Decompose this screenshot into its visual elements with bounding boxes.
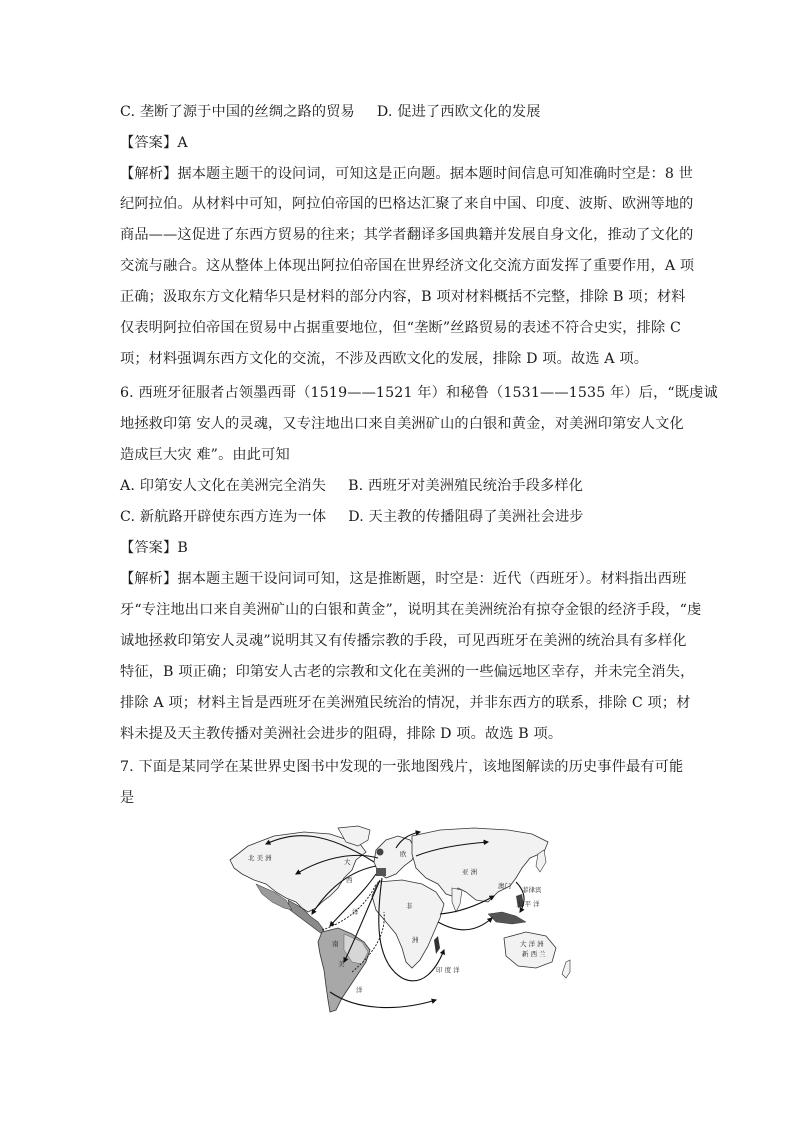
world-route-map <box>226 822 578 1018</box>
q6-analysis-line: 【解析】据本题主题干设问词可知，这是推断题，时空是：近代（西班牙）。材料指出西班 <box>120 571 687 587</box>
map-label-africa-1: 非 <box>406 902 413 910</box>
q5-analysis-line: 交流与融合。这从整体上体现出阿拉伯帝国在世界经济文化交流方面发挥了重要作用，A 项 <box>120 258 695 274</box>
q6-stem-line: 造成巨大灾 难”。由此可知 <box>120 447 290 463</box>
map-label-antarctic: 洋 <box>356 986 363 994</box>
q5-options-cd <box>120 102 680 122</box>
map-label-oceania: 大 洋 洲 <box>520 940 544 948</box>
map-label-south-america-1: 南 <box>332 940 339 948</box>
q6-analysis-line: 牙“专注地出口来自美洲矿山的白银和黄金”，说明其在美洲统治有掠夺金银的经济手段，“虔 <box>120 602 702 618</box>
q5-analysis-line: 【解析】据本题主题干的设问词，可知这是正向题。据本题时间信息可知准确时空是：8 世 <box>120 166 694 182</box>
q5-analysis-line: 正确；汲取东方文化精华只是材料的部分内容，B 项对材料概括不完整，排除 B 项；材料 <box>120 289 686 305</box>
q6-options-cd <box>120 507 680 527</box>
britain-landmass <box>377 849 384 856</box>
map-label-macau: 澳门 <box>498 882 511 890</box>
q5-analysis-line: 项；材料强调东西方文化的交流，不涉及西欧文化的发展，排除 D 项。故选 A 项。 <box>120 351 649 367</box>
q5-answer: 【答案】A <box>120 135 188 151</box>
map-label-north-america: 北 美 洲 <box>248 854 272 862</box>
q6-option-b[interactable]: B. 西班牙对美洲殖民统治手段多样化 <box>348 478 584 494</box>
q5-analysis-line: 纪阿拉伯。从材料中可知，阿拉伯帝国的巴格达汇聚了来自中国、印度、波斯、欧洲等地的 <box>120 196 694 212</box>
map-label-asia: 亚 洲 <box>462 868 478 876</box>
map-label-atlantic-3: 洋 <box>352 908 359 916</box>
map-label-new-zealand: 新 西 兰 <box>522 950 546 958</box>
q6-answer: 【答案】B <box>120 540 188 556</box>
map-label-africa-2: 洲 <box>412 936 419 944</box>
q6-stem-line: 6. 西班牙征服者占领墨西哥（1519——1521 年）和秘鲁（1531——1535 年）后，“既虔诚 <box>120 385 718 401</box>
q7-stem-line: 7. 下面是某同学在某世界史图书中发现的一张地图残片，该地图解读的历史事件最有可能 <box>120 759 684 775</box>
map-label-pacific: 太 平 洋 <box>516 900 540 908</box>
q7-stem-line: 是 <box>120 790 135 806</box>
iberia-landmass <box>376 868 386 876</box>
q6-analysis-line: 排除 A 项；材料主旨是西班牙在美洲殖民统治的情况，并非东西方的联系，排除 C 项；材 <box>120 695 691 711</box>
map-label-atlantic-2: 西 <box>346 876 353 884</box>
q6-option-c[interactable]: C. 新航路开辟使东西方连为一体 <box>120 509 327 525</box>
q6-options-ab <box>120 476 680 496</box>
map-label-south-america-2: 美 <box>338 960 345 968</box>
q6-option-d[interactable]: D. 天主教的传播阻碍了美洲社会进步 <box>348 509 584 525</box>
q6-stem-line: 地拯救印第 安人的灵魂，又专注地出口来自美洲矿山的白银和黄金，对美洲印第安人文化 <box>120 416 684 432</box>
q6-analysis-line: 料未提及天主教传播对美洲社会进步的阻碍，排除 D 项。故选 B 项。 <box>120 726 563 742</box>
q5-option-d[interactable]: D. 促进了西欧文化的发展 <box>376 104 541 120</box>
q5-analysis-line: 商品——这促进了东西方贸易的往来；其学者翻译多国典籍并发展自身文化，推动了文化的 <box>120 227 694 243</box>
map-label-europe: 欧 <box>400 850 407 858</box>
map-label-philippines: 菲律宾 <box>522 886 542 894</box>
map-label-atlantic-1: 大 <box>344 858 351 866</box>
q5-analysis-line: 仅表明阿拉伯帝国在贸易中占据重要地位，但“垄断”丝路贸易的表述不符合史实，排除 C <box>120 320 681 336</box>
q5-option-c[interactable]: C. 垄断了源于中国的丝绸之路的贸易 <box>120 104 355 120</box>
q6-option-a[interactable]: A. 印第安人文化在美洲完全消失 <box>120 478 327 494</box>
q6-analysis-line: 诚地拯救印第安人灵魂”说明其又有传播宗教的手段，可见西班牙在美洲的统治具有多样化 <box>120 633 687 649</box>
q6-analysis-line: 特征，B 项正确；印第安人古老的宗教和文化在美洲的一些偏远地区幸存，并未完全消失， <box>120 664 695 680</box>
map-label-indian-ocean: 印 度 洋 <box>436 966 460 974</box>
